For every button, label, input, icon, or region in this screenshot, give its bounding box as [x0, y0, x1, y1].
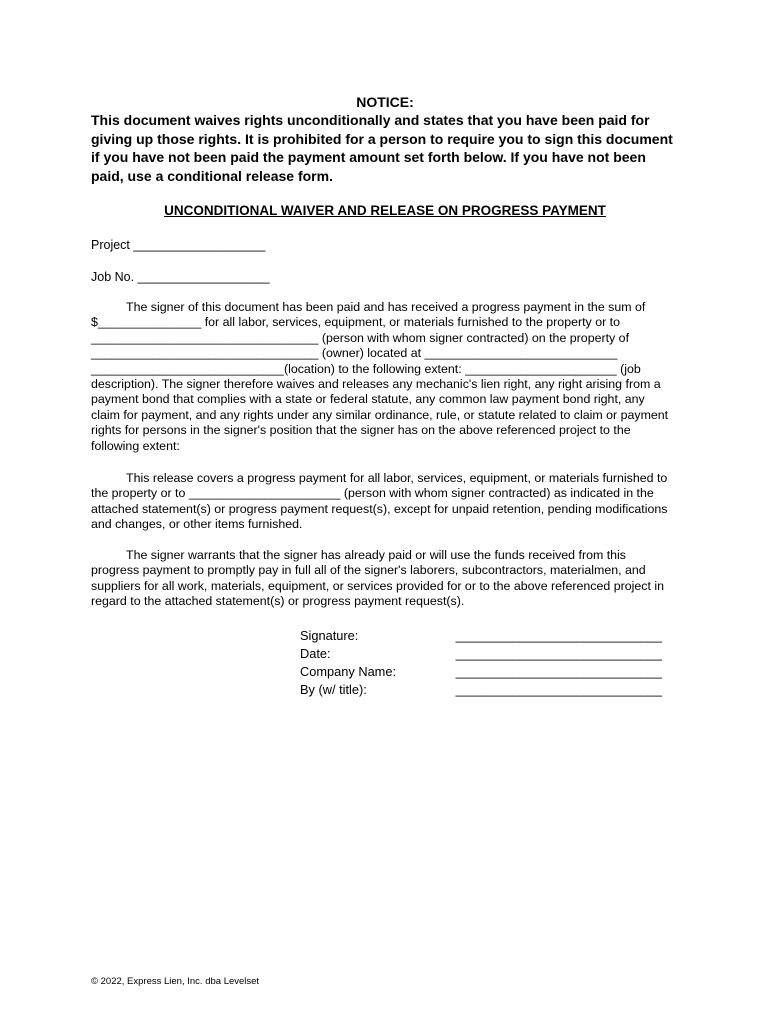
company-name-row: [300, 663, 662, 681]
document-title: UNCONDITIONAL WAIVER AND RELEASE ON PROGRESS PAYMENT: [164, 203, 606, 218]
paragraph-payment-terms: [91, 300, 677, 454]
signature-row: [300, 627, 662, 645]
paragraph-signer-warranty: [91, 548, 677, 610]
paragraph-release-coverage: [91, 471, 677, 533]
date-line: _____________________________: [455, 646, 662, 661]
project-field: Project ___________________: [91, 238, 266, 252]
copyright-footer: © 2022, Express Lien, Inc. dba Levelset: [91, 976, 260, 987]
by-title-label: By (w/ title):: [300, 682, 367, 697]
date-label: Date:: [300, 646, 331, 661]
signature-block: [300, 627, 662, 699]
by-title-line: _____________________________: [455, 682, 662, 697]
job-number-field: Job No. ___________________: [91, 270, 270, 284]
notice-title: NOTICE:: [356, 94, 414, 110]
by-title-row: [300, 681, 662, 699]
signature-line: _____________________________: [455, 628, 662, 643]
date-row: [300, 645, 662, 663]
paragraph-signer-warranty-text: The signer warrants that the signer has already paid or will use the funds received from this progress payment to promptly pay in full all of the signer's laborers, subcontractors, materialmen, and suppliers for all work, materials, equipment, or services provided for or to the above referenced project in regard to the attached statement(s) or progress payment request(s).: [91, 548, 664, 609]
paragraph-release-coverage-text: This release covers a progress payment for all labor, services, equipment, or materials furnished to the property or to ______________________ (person with whom signer contracted) as indicated in the attached statement(s) or progress payment request(s), except for unpaid retention, pending modifications and changes, or other items furnished.: [91, 471, 668, 532]
company-name-label: Company Name:: [300, 664, 397, 679]
notice-body: This document waives rights unconditionally and states that you have been paid for giving up those rights. It is prohibited for a person to require you to sign this document if you have not been paid the payment amount set forth below. If you have not been paid, use a conditional release form.: [91, 112, 673, 184]
signature-label: Signature:: [300, 628, 359, 643]
paragraph-payment-terms-text: The signer of this document has been paid and has received a progress payment in the sum of $_______________ for all labor, services, equipment, or materials furnished to the property or to _________________________________ (person with whom signer contracted) on the property of _________________________________ (owner) located at ____________________________ ____________________________(location) to the following extent: ______________________ (job description). The signer therefore waives and releases any mechanic's lien right, any right arising from a payment bond that complies with a state or federal statute, any common law payment bond right, any claim for payment, and any rights under any similar ordinance, rule, or statute related to claim or payment rights for persons in the signer's position that the signer has on the above referenced project to the following extent:: [91, 300, 669, 453]
company-name-line: _____________________________: [455, 664, 662, 679]
